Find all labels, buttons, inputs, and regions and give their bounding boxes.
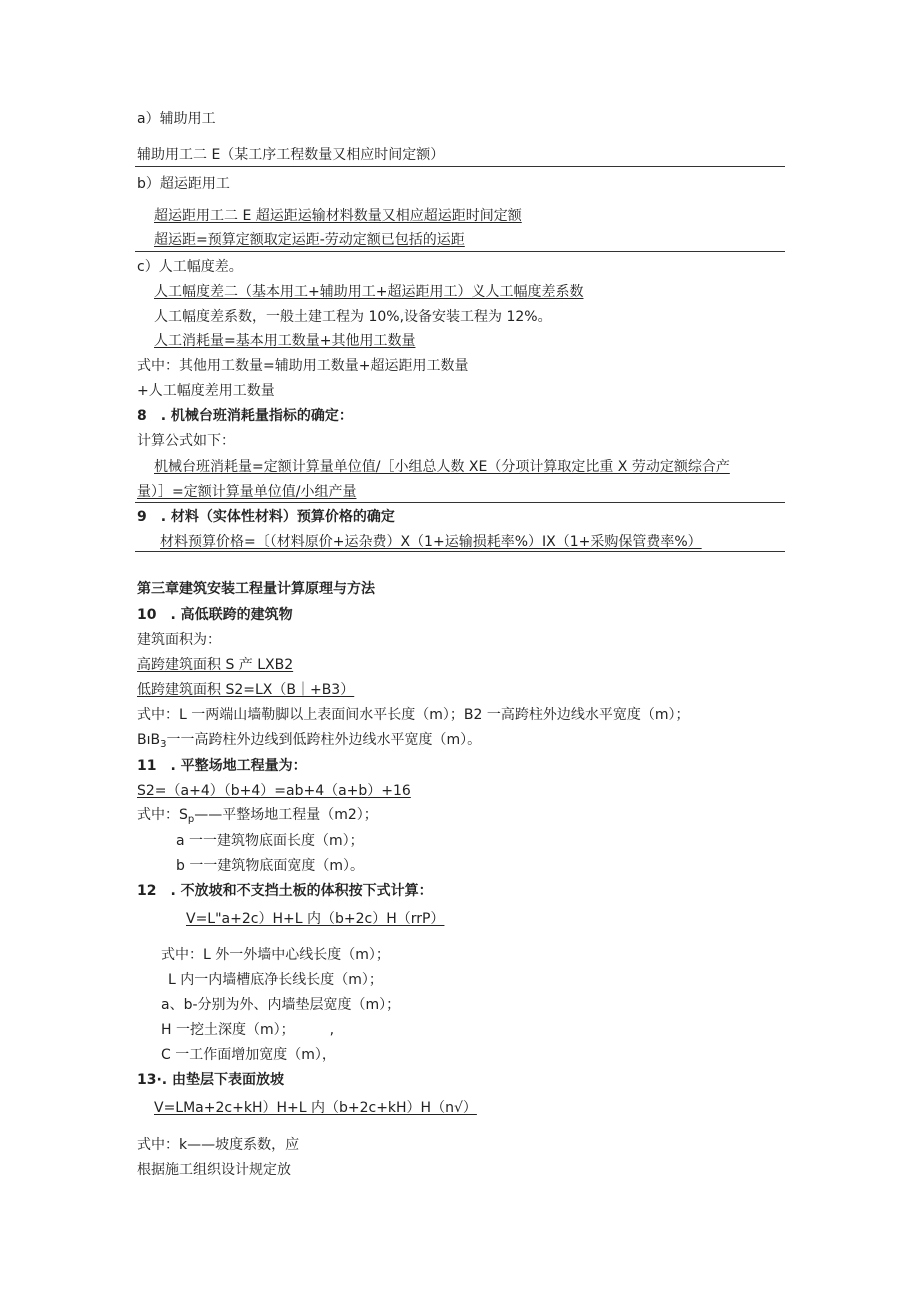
text-area-intro: 建筑面积为： xyxy=(137,632,221,648)
formula-over-distance: 超运距=预算定额取定运距-劳动定额已包括的运距 xyxy=(154,232,465,248)
text-where-L-inner: L 内一内墙槽底净长线长度（m）； xyxy=(168,972,383,988)
heading-13: 13·. 由垫层下表面放坡 xyxy=(137,1072,284,1088)
formula-volume-slope: V=LMa+2c+kH）H+L 内（b+2c+kH）H（n√） xyxy=(154,1100,477,1116)
divider-rule xyxy=(135,166,785,167)
divider-rule xyxy=(135,251,785,252)
text-margin-coefficient: 人工幅度差系数，一般土建工程为 10%,设备安装工程为 12%。 xyxy=(154,309,552,325)
formula-labor-consumption: 人工消耗量=基本用工数量+其他用工数量 xyxy=(154,333,416,349)
para-b-title: b）超运距用工 xyxy=(137,176,230,192)
text-where-k-cont: 根据施工组织设计规定放 xyxy=(137,1162,291,1178)
formula-volume-no-slope: V=L"a+2c）H+L 内（b+2c）H（rrP） xyxy=(186,911,445,927)
heading-12: 12 . 不放坡和不支挡土板的体积按下式计算： xyxy=(137,883,433,899)
heading-10: 10 . 高低联跨的建筑物 xyxy=(137,607,293,623)
text-where-L-outer: 式中：L 外一外墙中心线长度（m）； xyxy=(161,947,390,963)
text-where-ab: a、b-分别为外、内墙垫层宽度（m）； xyxy=(161,997,401,1013)
para-c-title: c）人工幅度差。 xyxy=(137,259,243,275)
formula-machine-shift: 机械台班消耗量=定额计算量单位值/［小组总人数 XE（分项计算取定比重 X 劳动定额综合产 xyxy=(154,459,730,475)
formula-low-span-area: 低跨建筑面积 S2=LX（B｜+B3） xyxy=(137,682,355,698)
text-where-B: BıB$_3$一一高跨柱外边线到低跨柱外边线水平宽度（m）。 xyxy=(137,732,482,750)
text-where-S: 式中：$S_p——$平整场地工程量（m2）； xyxy=(137,807,378,825)
formula-machine-shift-cont: 量）］=定额计算量单位值/小组产量 xyxy=(137,484,357,500)
text-where-H: H 一挖土深度（m）； , xyxy=(161,1022,335,1038)
heading-8: 8 . 机械台班消耗量指标的确定： xyxy=(137,408,353,424)
heading-9: 9 . 材料（实体性材料）预算价格的确定 xyxy=(137,509,395,525)
formula-auxiliary-labor: 辅助用工二 E（某工序工程数量又相应时间定额） xyxy=(137,147,445,163)
text-where-other-labor-cont: +人工幅度差用工数量 xyxy=(137,383,275,399)
formula-material-price: 材料预算价格=〔（材料原价+运杂费）X（1+运输损耗率%）IX（1+采购保管费率%） xyxy=(160,534,702,550)
formula-labor-margin: 人工幅度差二（基本用工+辅助用工+超运距用工）义人工幅度差系数 xyxy=(154,284,584,300)
text-where-L: 式中：L 一两端山墙勒脚以上表面间水平长度（m）；B2 一高跨柱外边线水平宽度（m）； xyxy=(137,707,690,723)
text-where-a: a 一一建筑物底面长度（m）； xyxy=(176,833,364,849)
heading-11: 11 . 平整场地工程量为： xyxy=(137,758,307,774)
text-where-C: C 一工作面增加宽度（m）， xyxy=(161,1047,336,1063)
formula-high-span-area: 高跨建筑面积 S 产 LXB2 xyxy=(137,657,294,673)
text-where-other-labor: 式中：其他用工数量=辅助用工数量+超运距用工数量 xyxy=(137,358,469,374)
divider-rule xyxy=(135,551,785,552)
text-where-k: 式中：k——坡度系数，应 xyxy=(137,1137,300,1153)
para-a-title: a）辅助用工 xyxy=(137,111,216,127)
text-where-b: b 一一建筑物底面宽度（m）。 xyxy=(176,858,364,874)
formula-over-distance-labor: 超运距用工二 E 超运距运输材料数量又相应超运距时间定额 xyxy=(154,208,522,224)
text-calc-intro: 计算公式如下： xyxy=(137,433,235,449)
divider-rule xyxy=(135,502,785,503)
formula-site-leveling: S2=（a+4）（b+4）=ab+4（a+b）+16 xyxy=(137,783,411,799)
chapter-3-title: 第三章建筑安装工程量计算原理与方法 xyxy=(137,581,375,597)
